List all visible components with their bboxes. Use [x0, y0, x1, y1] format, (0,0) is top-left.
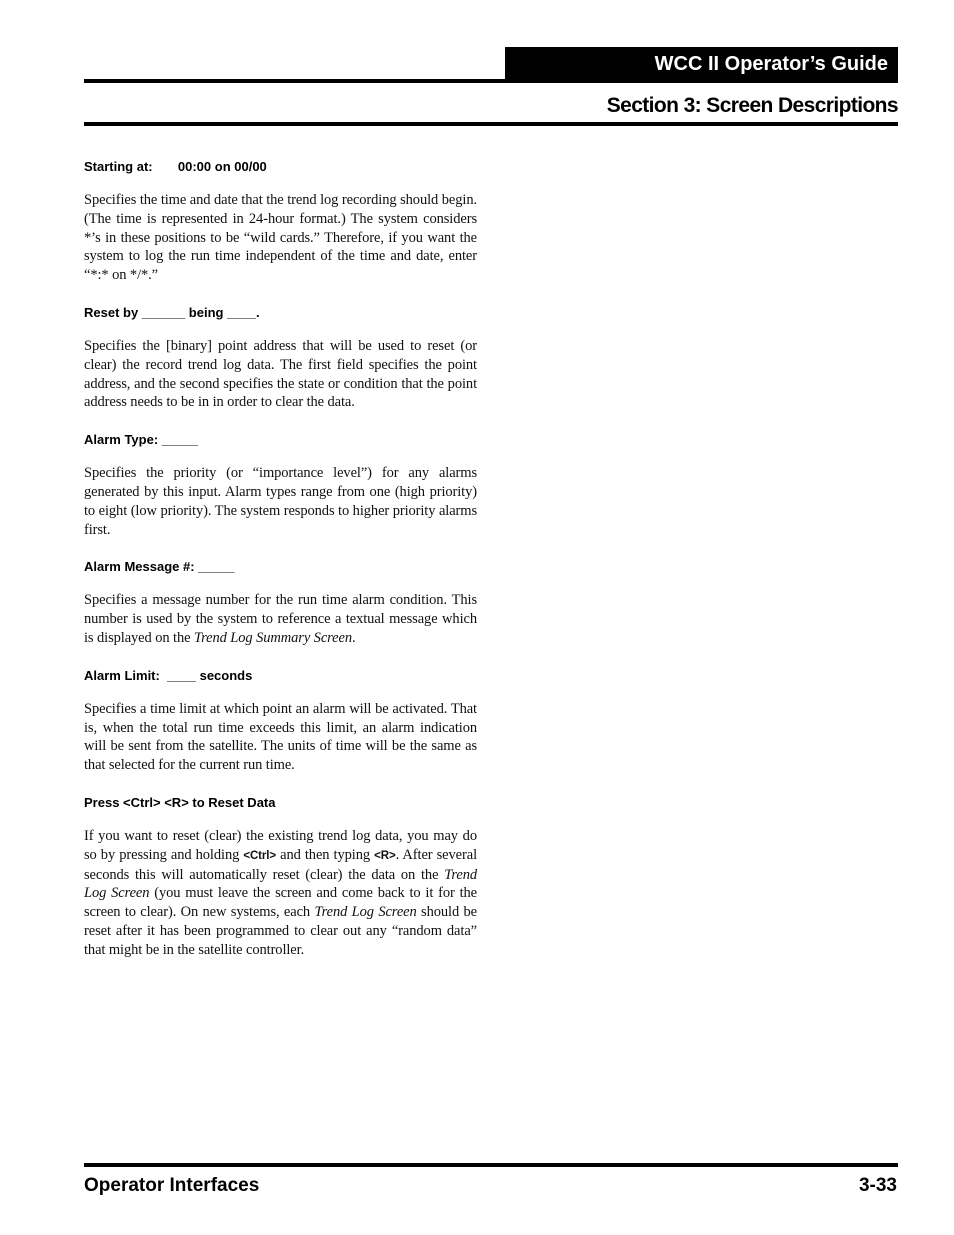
page-number: 3-33 [858, 1175, 897, 1196]
page-content [84, 157, 477, 978]
footer-rule [84, 1163, 898, 1167]
screen-name: Trend Log Screen [84, 866, 477, 902]
header-rule [84, 79, 898, 83]
field-heading-starting-at: Starting at: 00:00 on 00/00 [84, 159, 267, 174]
screen-name: Trend Log Summary Screen [193, 629, 352, 646]
ctrl-key: <Ctrl> [243, 849, 276, 862]
field-description-starting-at: Specifies the time and date that the trend log recording should begin. (The time is represented in 24-hour format.) The system considers *’s in these positions to be “wild cards.” Therefore, if you want the system to log the run time independent of the time and date, enter “*:* on */*.” [84, 192, 477, 284]
footer-section-name: Operator Interfaces [84, 1175, 260, 1196]
field-description-alarm-type: Specifies the priority (or “importance level”) for any alarms generated by this input. Alarm types range from one (high priority) to eight (low priority). The system responds to higher priority alarms first. [84, 465, 477, 538]
field-description-alarm-limit: Specifies a time limit at which point an alarm will be activated. That is, when the total run time exceeds this limit, an alarm indication will be sent from the satellite. The units of time will be the same as that selected for the current run time. [84, 700, 477, 774]
field-description-alarm-message: Specifies a message number for the run time alarm condition. This number is used by the system to reference a textual message which is displayed on the Trend Log Summary Screen. [84, 592, 477, 646]
screen-name: Trend Log Screen [314, 904, 417, 921]
section-rule [84, 122, 898, 126]
guide-title: WCC II Operator’s Guide [505, 47, 898, 82]
section-title: Section 3: Screen Descriptions [606, 94, 898, 117]
r-key: <R> [374, 849, 396, 862]
field-heading-reset-data: Press <Ctrl> <R> to Reset Data [84, 794, 276, 810]
field-heading-alarm-message: Alarm Message #: _____ [84, 559, 235, 575]
field-description-reset-by: Specifies the [binary] point address that will be used to reset (or clear) the record trend log data. The first field specifies the point address, and the second specifies the state or condition that the point address needs to be in in order to clear the data. [84, 337, 477, 411]
field-heading-reset-by: Reset by ______ being ____. [84, 304, 260, 320]
field-description-reset-data: If you want to reset (clear) the existing trend log data, you may do so by pressing and holding <Ctrl> and then typing <R>. After several seconds this will automatically reset (clear) the data on the Trend Log Screen (you must leave the screen and come back to it for the screen to clear). On new systems, each Trend Log Screen should be reset after it has been programmed to clear out any “random data” that might be in the satellite controller. [84, 827, 477, 958]
field-heading-alarm-type: Alarm Type: _____ [84, 432, 198, 448]
field-heading-alarm-limit: Alarm Limit: ____ seconds [84, 667, 253, 683]
